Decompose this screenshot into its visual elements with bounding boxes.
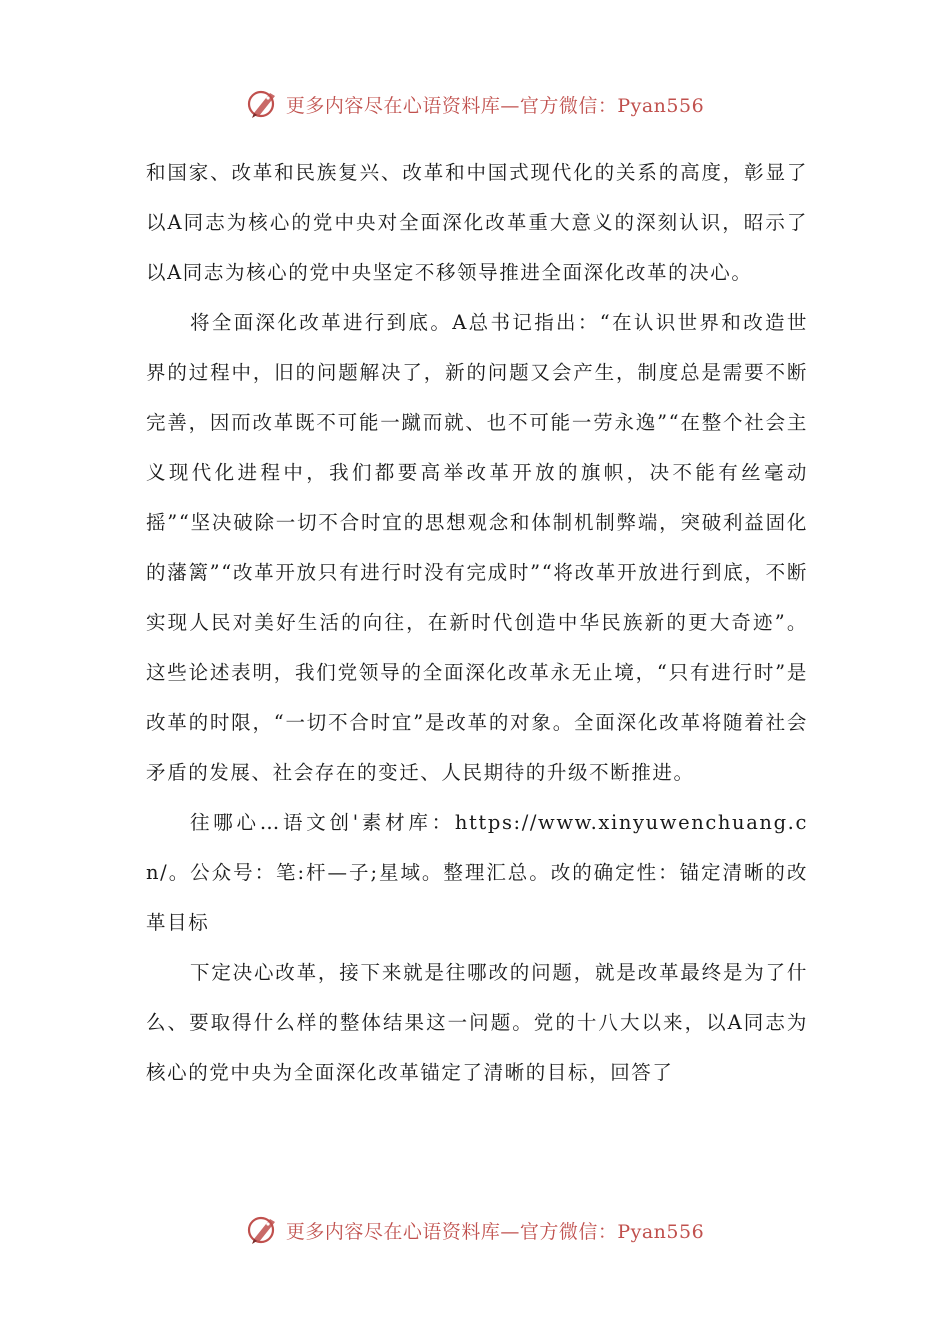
- footer-banner-text: 更多内容尽在心语资料库—官方微信：Pyan556: [285, 1220, 705, 1243]
- paragraph-2: 将全面深化改革进行到底。A总书记指出：“在认识世界和改造世界的过程中，旧的问题解决了，新的问题又会产生，制度总是需要不断完善，因而改革既不可能一蹴而就、也不可能一劳永逸”“在整个社会主义现代化进程中，我们都要高举改革开放的旗帜，决不能有丝毫动摇”“坚决破除一切不合时宜的思想观念和体制机制弊端，突破利益固化的藩篱”“改革开放只有进行时没有完成时”“将改革开放进行到底，不断实现人民对美好生活的向往，在新时代创造中华民族新的更大奇迹”。这些论述表明，我们党领导的全面深化改革永无止境，“只有进行时”是改革的时限，“一切不合时宜”是改革的对象。全面深化改革将随着社会矛盾的发展、社会存在的变迁、人民期待的升级不断推进。: [146, 311, 808, 784]
- pen-nib-logo-icon: [246, 1213, 280, 1247]
- pen-nib-logo-icon: [246, 87, 280, 121]
- paragraph-3: 往哪心…语文创'素材库：https://www.xinyuwenchuang.cn/。公众号：笔:杆—子;星域。整理汇总。改的确定性：锚定清晰的改革目标: [146, 811, 808, 934]
- document-body: [146, 148, 808, 1098]
- header-banner-text: 更多内容尽在心语资料库—官方微信：Pyan556: [285, 94, 705, 117]
- paragraph-4: 下定决心改革，接下来就是往哪改的问题，就是改革最终是为了什么、要取得什么样的整体结果这一问题。党的十八大以来，以A同志为核心的党中央为全面深化改革锚定了清晰的目标，回答了: [146, 961, 808, 1084]
- header-banner: [0, 84, 950, 124]
- footer-banner: [0, 1210, 950, 1250]
- paragraph-1: 和国家、改革和民族复兴、改革和中国式现代化的关系的高度，彰显了以A同志为核心的党中央对全面深化改革重大意义的深刻认识，昭示了以A同志为核心的党中央坚定不移领导推进全面深化改革的决心。: [146, 161, 808, 284]
